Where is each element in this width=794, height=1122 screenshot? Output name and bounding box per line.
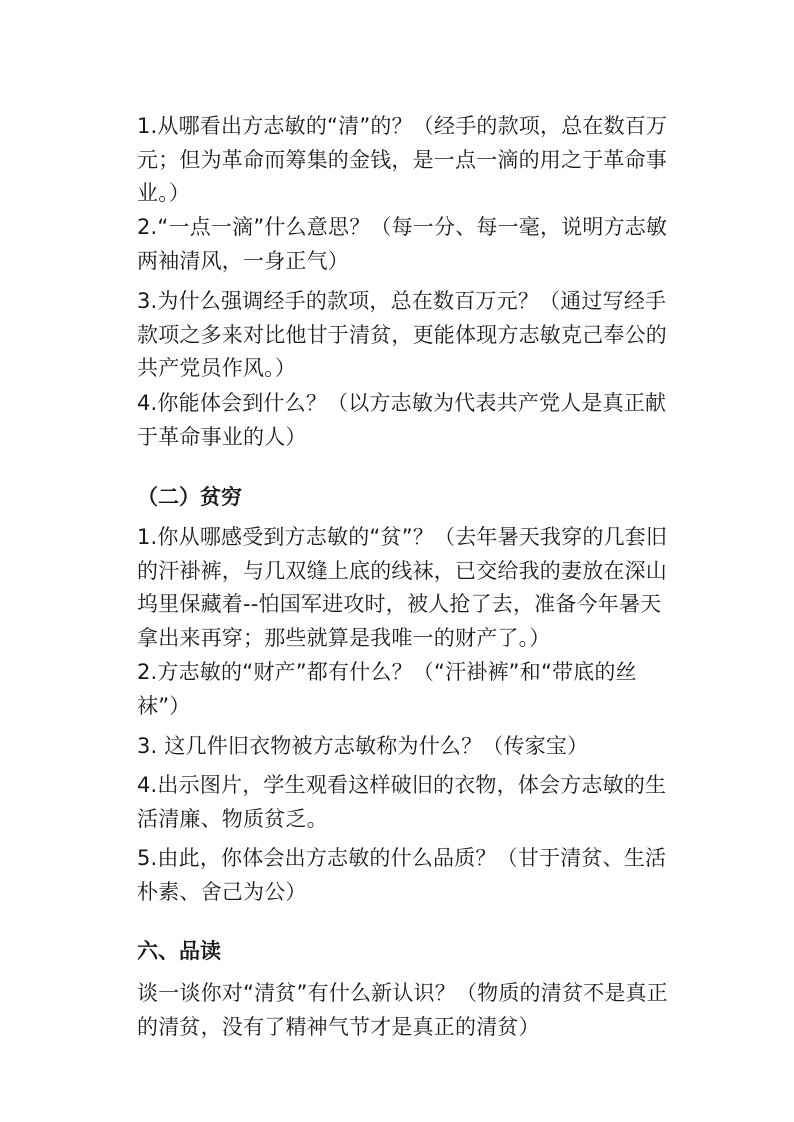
text-line: 坞里保藏着--怕国军进攻时，被人抢了去，准备今年暑天 — [137, 592, 662, 616]
question-3-poor — [137, 730, 712, 764]
text-line: 业。） — [137, 181, 191, 205]
text-line: 5.由此，你体会出方志敏的什么品质？（甘于清贫、生活 — [137, 846, 667, 870]
text-line: 4.出示图片，学生观看这样破旧的衣物，体会方志敏的生 — [137, 773, 667, 797]
section-heading-poor: （二）贫穷 — [137, 485, 242, 509]
text-line: 袜”） — [137, 693, 191, 718]
text-line: 元；但为革命而筹集的金钱，是一点一滴的用之于革命事 — [137, 147, 667, 172]
text-line: 1.从哪看出方志敏的“清”的？（经手的款项，总在数百万 — [137, 114, 668, 138]
text-line: 的汗褂裤，与几双缝上底的线袜，已交给我的妻放在深山 — [137, 558, 667, 583]
question-5-poor — [137, 842, 712, 909]
text-line: 两袖清风，一身正气） — [137, 248, 349, 273]
question-2-clean — [137, 211, 712, 278]
text-line: 1.你从哪感受到方志敏的“贫”？（去年暑天我穿的几套旧 — [137, 525, 668, 549]
text-line: 3. 这几件旧衣物被方志敏称为什么？（传家宝） — [137, 734, 589, 758]
text-line: 的清贫，没有了精神气节才是真正的清贫） — [137, 1014, 540, 1039]
question-4-poor — [137, 769, 712, 836]
question-1-clean — [137, 110, 712, 211]
section-heading-read: 六、品读 — [137, 939, 221, 963]
question-1-poor — [137, 521, 712, 655]
text-line: 4.你能体会到什么？（以方志敏为代表共产党人是真正献 — [137, 391, 667, 415]
text-line: 2.方志敏的“财产”都有什么？（“汗褂裤”和“带底的丝 — [137, 660, 637, 684]
text-line: 活清廉、物质贫乏。 — [137, 806, 328, 831]
text-line: 款项之多来对比他甘于清贫，更能体现方志敏克己奉公的 — [137, 322, 667, 347]
text-line: 拿出来再穿；那些就算是我唯一的财产了。） — [137, 625, 551, 650]
text-line: 共产党员作风。） — [137, 356, 297, 380]
text-line: 2.“一点一滴”什么意思？（每一分、每一毫，说明方志敏 — [137, 215, 668, 239]
question-3-clean — [137, 285, 712, 386]
question-2-poor — [137, 656, 712, 723]
text-line: 朴素、舍己为公） — [137, 879, 307, 904]
question-4-clean — [137, 387, 712, 454]
text-line: 3.为什么强调经手的款项，总在数百万元？（通过写经手 — [137, 289, 667, 313]
text-line: 谈一谈你对“清贫”有什么新认识？（物质的清贫不是真正 — [137, 981, 668, 1005]
question-read — [137, 977, 712, 1044]
text-line: 于革命事业的人） — [137, 424, 307, 449]
